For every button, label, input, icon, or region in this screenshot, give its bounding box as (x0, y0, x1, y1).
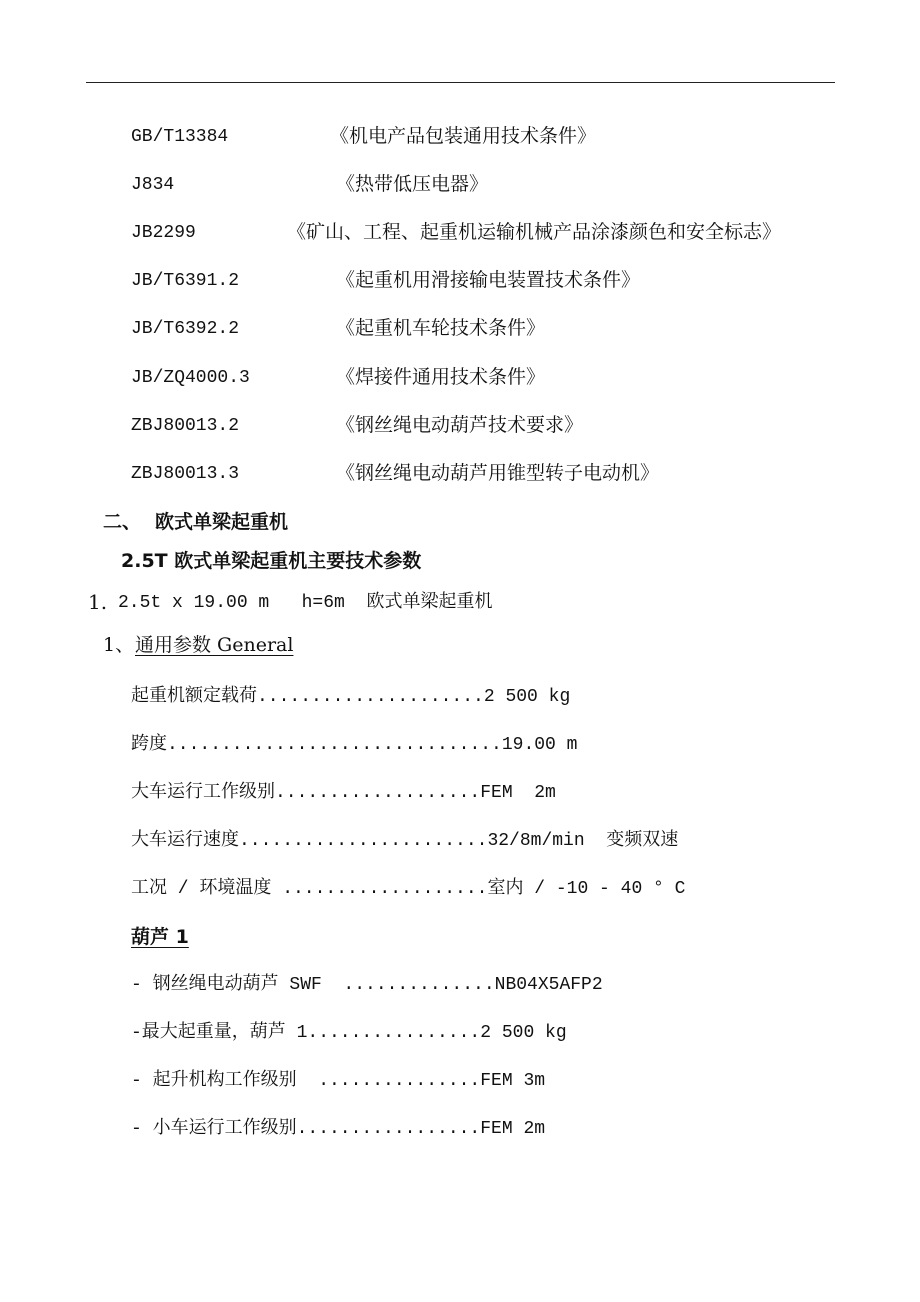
standard-code: JB/T6392.2 (131, 319, 240, 339)
standard-code: ZBJ80013.3 (131, 464, 240, 484)
subtitle: 2.5T 欧式单梁起重机主要技术参数 (121, 550, 422, 572)
general-heading: 通用参数 General (135, 634, 294, 656)
standard-code: JB2299 (131, 223, 196, 243)
standard-code: J834 (131, 175, 175, 195)
header-rule (86, 82, 835, 83)
standard-code: JB/ZQ4000.3 (131, 368, 250, 388)
standard-title: 《钢丝绳电动葫芦用锥型转子电动机》 (336, 462, 660, 484)
section-title: 欧式单梁起重机 (155, 511, 289, 533)
item-number: 1. (88, 590, 108, 614)
hoist-param-row: - 小车运行工作级别.................FEM 2m (131, 1119, 546, 1139)
standard-title: 《热带低压电器》 (336, 173, 489, 195)
section-number: 二、 (103, 511, 142, 533)
param-row: 大车运行工作级别...................FEM 2m (131, 783, 556, 803)
param-row: 大车运行速度.......................32/8m/min 变频双速 (131, 831, 679, 851)
hoist-param-row: -最大起重量，葫芦 1................2 500 kg (131, 1023, 567, 1043)
standard-code: GB/T13384 (131, 127, 229, 147)
standard-title: 《钢丝绳电动葫芦技术要求》 (336, 414, 584, 436)
param-row: 起重机额定载荷.....................2 500 kg (131, 687, 571, 707)
param-row: 工况 / 环境温度 ...................室内 / -10 - 40 ° C (131, 879, 686, 899)
hoist-param-row: - 起升机构工作级别 ...............FEM 3m (131, 1071, 546, 1091)
hoist-param-row: - 钢丝绳电动葫芦 SWF ..............NB04X5AFP2 (131, 975, 603, 995)
standard-title: 《起重机车轮技术条件》 (336, 317, 546, 339)
standard-code: ZBJ80013.2 (131, 416, 240, 436)
standard-title: 《矿山、工程、起重机运输机械产品涂漆颜色和安全标志》 (287, 221, 782, 243)
standard-code: JB/T6391.2 (131, 271, 240, 291)
param-row: 跨度...............................19.00 m (131, 735, 578, 755)
item-text: 2.5t x 19.00 m h=6m 欧式单梁起重机 (118, 593, 493, 613)
hoist-heading: 葫芦 1 (131, 926, 189, 948)
standard-title: 《机电产品包装通用技术条件》 (330, 125, 597, 147)
standard-title: 《起重机用滑接输电装置技术条件》 (336, 269, 641, 291)
standard-title: 《焊接件通用技术条件》 (336, 366, 546, 388)
general-prefix: 1、 (103, 634, 135, 656)
